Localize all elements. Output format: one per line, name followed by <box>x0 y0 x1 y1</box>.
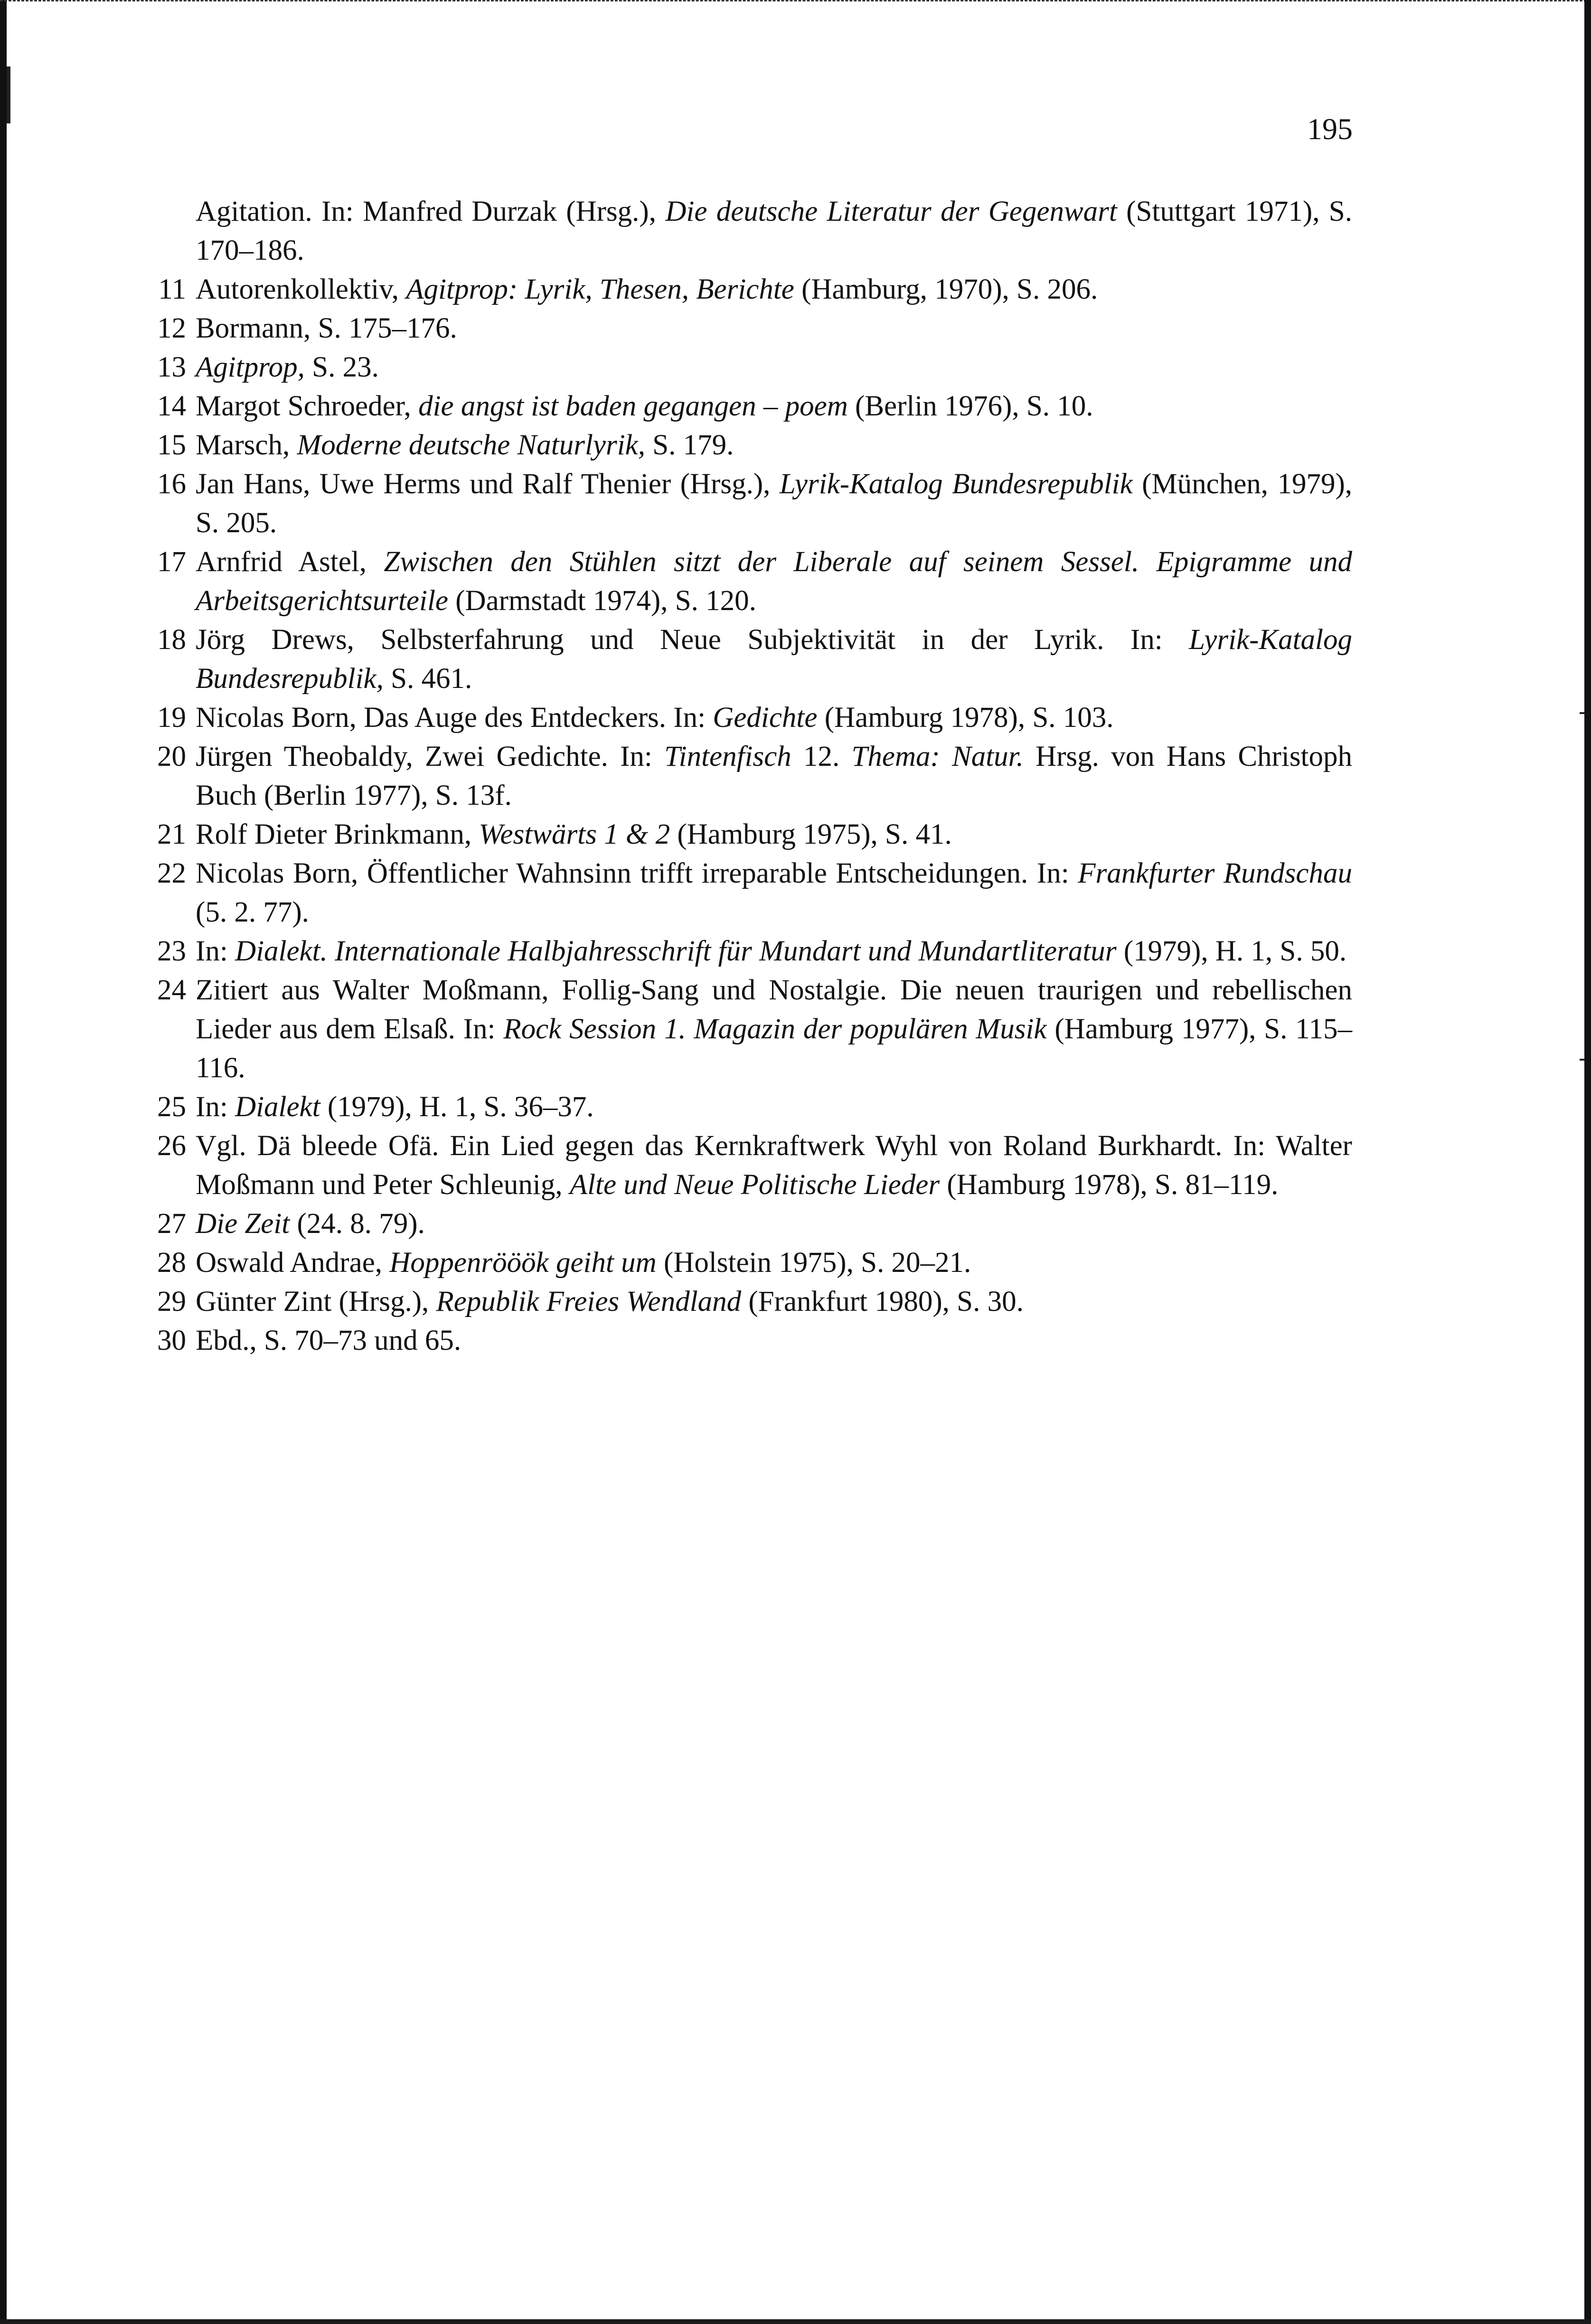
endnote-27 <box>142 1204 1352 1243</box>
endnote-22 <box>142 854 1352 932</box>
endnote-text-segment: Nicolas Born, Öffentlicher Wahnsinn trifft irreparable Entscheidungen. In: <box>196 857 1078 889</box>
endnote-13 <box>142 348 1352 387</box>
endnote-17 <box>142 543 1352 621</box>
endnote-text <box>196 273 1098 305</box>
endnote-text-segment: (1979), H. 1, S. 50. <box>1116 935 1347 967</box>
endnote-text <box>196 819 952 850</box>
endnote-title-italic: Die deutsche Literatur der Gegenwart <box>665 196 1117 227</box>
endnote-text <box>196 312 457 344</box>
endnote-14 <box>142 387 1352 426</box>
endnote-text-segment: Marsch, <box>196 429 297 461</box>
endnote-text <box>196 1325 461 1356</box>
endnote-continuation <box>142 192 1352 270</box>
endnote-number: 16 <box>157 468 186 500</box>
scan-edge-top <box>0 0 1591 3</box>
endnote-text-segment: Nicolas Born, Das Auge des Entdeckers. In: <box>196 702 713 734</box>
endnote-text-segment: (5. 2. 77). <box>196 896 309 928</box>
scan-edge-bottom <box>0 2319 1591 2324</box>
endnote-text-segment: (Frankfurt 1980), S. 30. <box>741 1286 1024 1317</box>
endnote-title-italic: Die Zeit <box>196 1208 290 1240</box>
scan-edge-mark <box>7 66 10 123</box>
endnote-text-segment: Vgl. Dä bleede Ofä. Ein Lied gegen das Kernkraftwerk Wyhl von Roland Burkhardt. In: Walter Moßmann und Peter Schleunig, <box>196 1130 1352 1201</box>
endnote-text-segment: Margot Schroeder, <box>196 390 419 422</box>
endnote-text-segment: In: <box>196 935 235 967</box>
endnote-text-segment: Bormann, S. 175–176. <box>196 312 457 344</box>
endnote-title-italic: Gedichte <box>713 702 818 734</box>
endnote-text-segment: Jan Hans, Uwe Herms und Ralf Thenier (Hrsg.), <box>196 468 780 500</box>
endnote-text-segment: S. 179. <box>645 429 734 461</box>
endnote-number: 20 <box>157 741 186 772</box>
endnote-title-italic: Dialekt. Internationale Halbjahresschrift für Mundart und Mundartliteratur <box>235 935 1117 967</box>
endnote-text-segment: 12. <box>791 741 852 772</box>
endnote-text <box>196 857 1352 928</box>
endnote-number: 15 <box>157 429 186 461</box>
page-number: 195 <box>1307 112 1353 146</box>
endnote-number: 12 <box>157 312 186 344</box>
endnote-number: 26 <box>157 1130 186 1162</box>
endnote-15 <box>142 426 1352 465</box>
endnote-title-italic: Dialekt <box>235 1091 320 1123</box>
endnote-12 <box>142 309 1352 348</box>
endnote-number: 29 <box>157 1286 186 1317</box>
endnote-20 <box>142 737 1352 815</box>
endnote-number: 25 <box>157 1091 186 1123</box>
endnote-number: 14 <box>157 390 186 422</box>
endnote-text <box>196 351 379 383</box>
endnote-text-segment: (Darmstadt 1974), S. 120. <box>448 585 756 617</box>
endnote-25 <box>142 1088 1352 1127</box>
endnote-text <box>196 1091 594 1123</box>
scan-tick <box>1580 1059 1584 1061</box>
endnote-text-segment: Agitation. In: Manfred Durzak (Hrsg.), <box>196 196 666 227</box>
endnote-text-segment: Arnfrid Astel, <box>196 546 384 578</box>
endnote-text-segment: (Hamburg 1978), S. 103. <box>817 702 1114 734</box>
endnote-number: 23 <box>157 935 186 967</box>
endnote-number: 11 <box>158 273 186 305</box>
endnote-number: 27 <box>157 1208 186 1240</box>
endnote-title-italic: Zwischen den Stühlen sitzt der Liberale auf seinem Sessel. Epigramme und Arbeitsgerichtsurteile <box>196 546 1352 617</box>
endnote-text <box>196 390 1093 422</box>
endnote-number: 24 <box>157 974 186 1006</box>
endnote-text-segment: (24. 8. 79). <box>290 1208 425 1240</box>
endnote-text <box>196 196 1352 266</box>
endnote-title-italic: Republik Freies Wendland <box>436 1286 742 1317</box>
endnote-11 <box>142 270 1352 309</box>
endnote-text-segment: Autorenkollektiv, <box>196 273 406 305</box>
endnote-text-segment: (Hamburg, 1970), S. 206. <box>794 273 1098 305</box>
endnote-16 <box>142 465 1352 543</box>
endnote-title-italic: die angst ist baden gegangen – poem <box>418 390 848 422</box>
endnote-text <box>196 468 1352 539</box>
endnote-text-segment: (Hamburg 1975), S. 41. <box>670 819 952 850</box>
endnote-text <box>196 935 1346 967</box>
endnote-26 <box>142 1127 1352 1204</box>
endnote-text-segment: In: <box>196 1091 235 1123</box>
endnote-number: 28 <box>157 1247 186 1279</box>
endnote-text-segment: (Stuttgart 1971), S. 170–186. <box>196 196 1352 266</box>
endnote-text-segment: Ebd., S. 70–73 und 65. <box>196 1325 461 1356</box>
scan-edge-left <box>0 0 7 2324</box>
endnote-21 <box>142 815 1352 854</box>
endnote-number: 19 <box>157 702 186 734</box>
endnote-29 <box>142 1282 1352 1321</box>
endnote-18 <box>142 621 1352 698</box>
endnote-number: 17 <box>157 546 186 578</box>
endnote-28 <box>142 1243 1352 1282</box>
endnote-text-segment: (Holstein 1975), S. 20–21. <box>656 1247 971 1279</box>
endnote-text-segment: Oswald Andrae, <box>196 1247 390 1279</box>
endnote-text <box>196 974 1352 1084</box>
endnote-title-italic: Thema: Natur. <box>851 741 1024 772</box>
endnote-19 <box>142 698 1352 737</box>
endnote-number: 21 <box>157 819 186 850</box>
endnote-title-italic: Rock Session 1. Magazin der populären Musik <box>503 1013 1047 1045</box>
endnote-title-italic: Alte und Neue Politische Lieder <box>569 1169 940 1201</box>
endnote-text <box>196 1130 1352 1201</box>
endnote-30 <box>142 1321 1352 1360</box>
endnote-text-segment: (Hamburg 1977), S. 115–116. <box>196 1013 1353 1084</box>
endnote-title-italic: Agitprop: Lyrik, Thesen, Berichte <box>406 273 794 305</box>
endnote-title-italic: Tintenfisch <box>664 741 791 772</box>
endnote-title-italic: Hoppenrööök geiht um <box>389 1247 657 1279</box>
endnote-text-segment: (Hamburg 1978), S. 81–119. <box>940 1169 1279 1201</box>
endnote-text <box>196 1247 971 1279</box>
endnote-text-segment: (1979), H. 1, S. 36–37. <box>320 1091 594 1123</box>
endnote-text-segment: Zitiert aus Walter Moßmann, Follig-Sang und Nostalgie. Die neuen traurigen und rebellischen Lieder aus dem Elsaß. In: <box>196 974 1352 1045</box>
endnote-text-segment: (Berlin 1976), S. 10. <box>847 390 1093 422</box>
endnote-title-italic: Frankfurter Rundschau <box>1078 857 1352 889</box>
endnote-text-segment: S. 461. <box>383 663 472 695</box>
endnote-text-segment: S. 23. <box>304 351 379 383</box>
endnote-text-segment: Jürgen Theobaldy, Zwei Gedichte. In: <box>196 741 665 772</box>
scan-tick <box>1580 712 1584 714</box>
endnote-text <box>196 702 1114 734</box>
endnote-title-italic: Lyrik-Katalog Bundesrepublik <box>779 468 1133 500</box>
endnote-number: 30 <box>157 1325 186 1356</box>
endnote-text <box>196 546 1352 617</box>
endnotes-list <box>142 192 1352 1360</box>
endnote-text <box>196 1208 425 1240</box>
endnote-text <box>196 624 1352 695</box>
endnote-text <box>196 429 734 461</box>
endnote-text-segment: Hrsg. von Hans Christoph Buch (Berlin 1977), S. 13f. <box>196 741 1353 811</box>
endnote-text-segment: Jörg Drews, Selbsterfahrung und Neue Subjektivität in der Lyrik. In: <box>196 624 1189 656</box>
endnote-23 <box>142 932 1352 971</box>
endnote-title-italic: Westwärts 1 & 2 <box>479 819 670 850</box>
endnote-text-segment: Günter Zint (Hrsg.), <box>196 1286 436 1317</box>
endnote-number: 18 <box>157 624 186 656</box>
endnote-title-italic: Moderne deutsche Naturlyrik, <box>297 429 645 461</box>
endnote-title-italic: Agitprop, <box>196 351 305 383</box>
endnote-number: 22 <box>157 857 186 889</box>
endnote-24 <box>142 971 1352 1088</box>
endnote-text <box>196 1286 1024 1317</box>
endnote-text <box>196 741 1352 811</box>
endnote-title-italic: Lyrik-Katalog Bundesrepublik, <box>196 624 1352 695</box>
scan-edge-right <box>1584 0 1591 2324</box>
endnote-text-segment: (München, 1979), S. 205. <box>196 468 1353 539</box>
endnote-text-segment: Rolf Dieter Brinkmann, <box>196 819 479 850</box>
endnote-number: 13 <box>157 351 186 383</box>
